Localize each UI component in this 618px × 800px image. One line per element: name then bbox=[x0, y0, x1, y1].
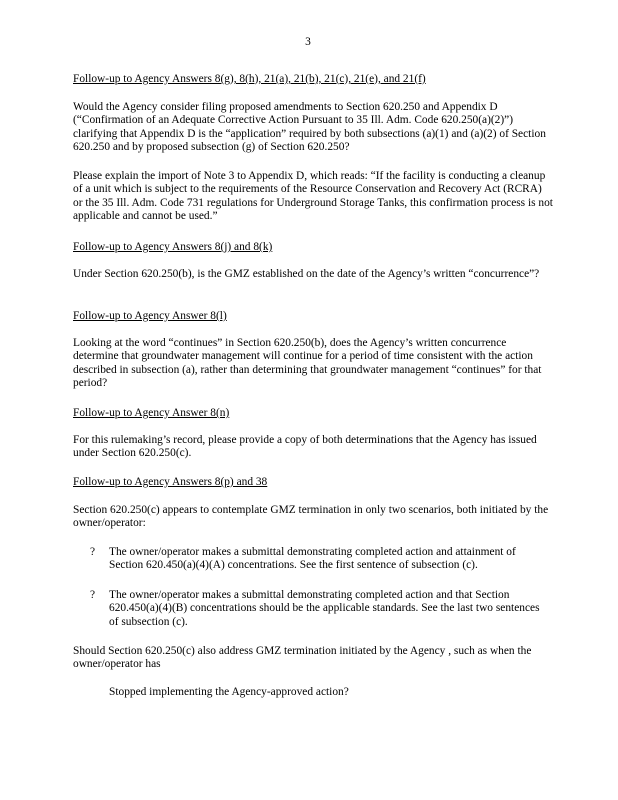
paragraph-termination-scenarios: Section 620.250(c) appears to contemplate GMZ termination in only two scenarios, both initiated by the owner/operator: bbox=[73, 504, 549, 530]
bullet-mark: ? bbox=[90, 546, 96, 558]
bullet-text: The owner/operator makes a submittal demonstrating completed action and that Section 620.450(a)(4)(B) concentrations should be the applicable standards. See the last two sentences of subsection (c). bbox=[109, 589, 540, 628]
heading-followup-8g: Follow-up to Agency Answers 8(g), 8(h), 21(a), 21(b), 21(c), 21(e), and 21(f) bbox=[73, 73, 426, 85]
heading-followup-8j: Follow-up to Agency Answers 8(j) and 8(k) bbox=[73, 241, 273, 253]
indented-question: Stopped implementing the Agency-approved action? bbox=[109, 686, 349, 698]
paragraph-record-copy: For this rulemaking’s record, please provide a copy of both determinations that the Agency has issued under Section 620.250(c). bbox=[73, 434, 537, 460]
bullet-mark: ? bbox=[90, 589, 96, 601]
bullet-text: The owner/operator makes a submittal demonstrating completed action and attainment of Section 620.450(a)(4)(A) concentrations. See the first sentence of subsection (c). bbox=[109, 546, 516, 572]
heading-followup-8n: Follow-up to Agency Answer 8(n) bbox=[73, 407, 230, 419]
paragraph-agency-termination: Should Section 620.250(c) also address GMZ termination initiated by the Agency , such as when the owner/operator has bbox=[73, 645, 532, 671]
paragraph-continues: Looking at the word “continues” in Section 620.250(b), does the Agency’s written concurrence determine that groundwater management will continue for a period of time consistent with the action described in subsection (a), rather than determining that groundwater management “continues” for that period? bbox=[73, 337, 542, 390]
paragraph-note-3: Please explain the import of Note 3 to Appendix D, which reads: “If the facility is conducting a cleanup of a unit which is subject to the requirements of the Resource Conservation and Recovery Act (RCRA) or the 35 Ill. Adm. Code 731 regulations for Underground Storage Tanks, this confirmation process is not applicable and cannot be used.” bbox=[73, 170, 553, 223]
paragraph-amendments-appendix-d: Would the Agency consider filing proposed amendments to Section 620.250 and Appendix D (“Confirmation of an Adequate Corrective Action Pursuant to 35 Ill. Adm. Code 620.250(a)(2)”) clarifying that Appendix D is the “application” required by both subsections (a)(1) and (a)(2) of Section 620.250 and by proposed subsection (g) of Section 620.250? bbox=[73, 101, 546, 154]
heading-followup-8l: Follow-up to Agency Answer 8(l) bbox=[73, 310, 227, 322]
paragraph-gmz-established: Under Section 620.250(b), is the GMZ established on the date of the Agency’s written “concurrence”? bbox=[73, 268, 540, 280]
page-number: 3 bbox=[305, 36, 311, 48]
heading-followup-8p: Follow-up to Agency Answers 8(p) and 38 bbox=[73, 476, 268, 488]
